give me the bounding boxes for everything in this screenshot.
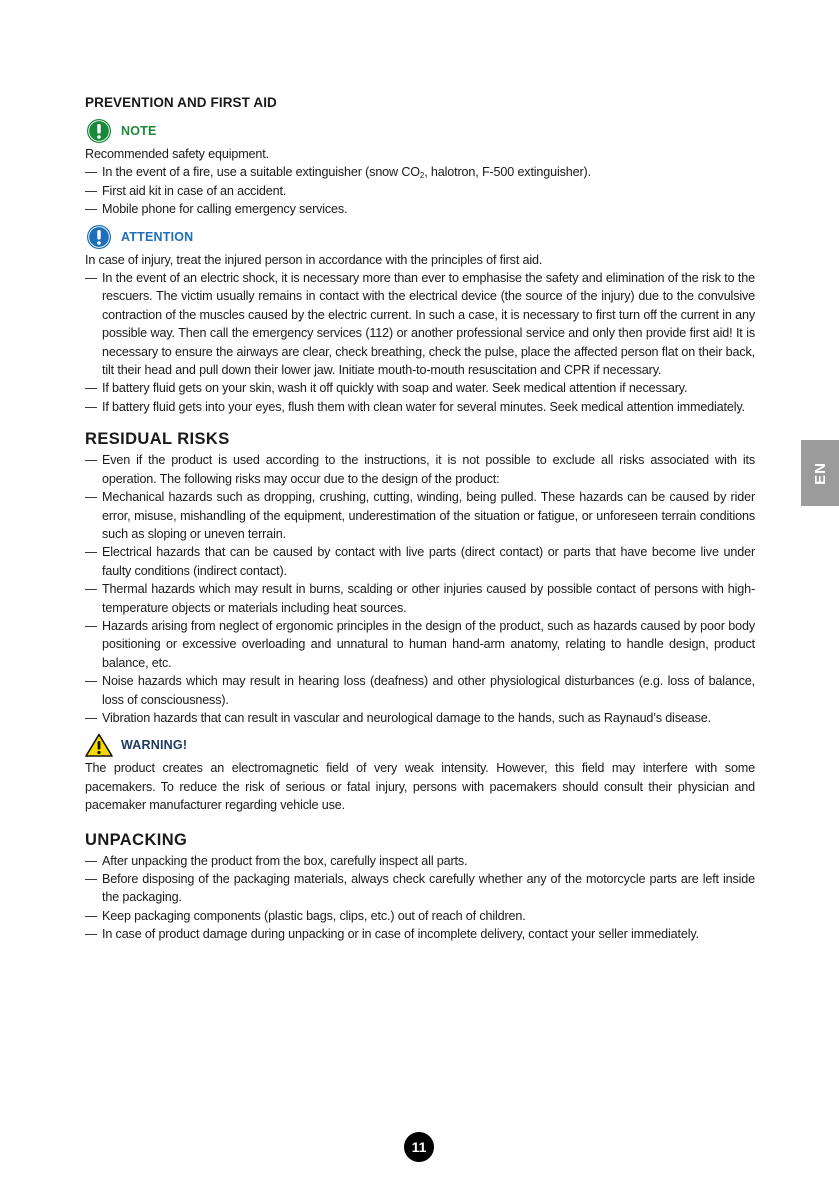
list-item: — If battery fluid gets into your eyes, flush them with clean water for several minutes. Seek medical attention immediately.: [85, 398, 755, 416]
warning-label: WARNING!: [121, 738, 188, 753]
page-number: 11: [404, 1132, 434, 1162]
list-item: — Electrical hazards that can be caused by contact with live parts (direct contact) or parts that have become live under faulty conditions (indirect contact).: [85, 543, 755, 580]
list-item: — If battery fluid gets on your skin, wash it off quickly with soap and water. Seek medical attention if necessary.: [85, 379, 755, 397]
list-item: — In case of product damage during unpacking or in case of incomplete delivery, contact your seller immediately.: [85, 925, 755, 943]
attention-list: [85, 269, 755, 416]
list-item: — Noise hazards which may result in hearing loss (deafness) and other physiological disturbances (e.g. loss of balance, loss of consciousness).: [85, 672, 755, 709]
section-heading-residual-risks: RESIDUAL RISKS: [85, 430, 230, 449]
warning-triangle-icon: [85, 733, 113, 757]
list-item: — Vibration hazards that can result in vascular and neurological damage to the hands, such as Raynaud’s disease.: [85, 709, 755, 727]
list-item: — After unpacking the product from the box, carefully inspect all parts.: [85, 852, 755, 870]
attention-label: ATTENTION: [121, 229, 194, 244]
list-item: — In the event of an electric shock, it is necessary more than ever to emphasise the safety and elimination of the risk to the rescuers. The victim usually remains in contact with the electrical device (the source of the injury) due to the convulsive contraction of the muscles caused by the electric current. In such a case, it is necessary to first turn off the current in any possible way. Then call the emergency services (112) or another professional service and only then provide first aid! It is necessary to ensure the airways are clear, check breathing, check the pulse, place the affected person flat on their back, tilt their head and pull down their lower jaw. Initiate mouth-to-mouth resuscitation and CPR if necessary.: [85, 269, 755, 379]
list-item: — Keep packaging components (plastic bags, clips, etc.) out of reach of children.: [85, 907, 755, 925]
note-body: [85, 145, 755, 219]
attention-body: [85, 251, 755, 417]
note-list: [85, 163, 755, 218]
page-content: [85, 94, 755, 944]
note-intro: Recommended safety equipment.: [85, 147, 269, 161]
section-heading-prevention: PREVENTION AND FIRST AID: [85, 95, 277, 110]
note-callout: [85, 118, 755, 144]
warning-text: The product creates an electromagnetic field of very weak intensity. However, this field may interfere with some pacemakers. To reduce the risk of serious or fatal injury, persons with pacemakers should consult their physician and pacemaker manufacturer regarding vehicle use.: [85, 761, 755, 813]
residual-risks-list: [85, 451, 755, 727]
list-item: — Even if the product is used according to the instructions, it is not possible to exclude all risks associated with its operation. The following risks may occur due to the design of the product:: [85, 451, 755, 488]
list-item: — Hazards arising from neglect of ergonomic principles in the design of the product, such as hazards caused by poor body positioning or excessive overloading and unnatural to human hand-arm anatomy, relating to handle design, product balance, etc.: [85, 617, 755, 672]
list-item: — Mobile phone for calling emergency services.: [85, 200, 755, 218]
list-item: — Mechanical hazards such as dropping, crushing, cutting, winding, being pulled. These hazards can be caused by rider error, misuse, mishandling of the equipment, underestimation of the situation or fatigue, or unforeseen terrain conditions such as sloping or uneven terrain.: [85, 488, 755, 543]
list-item: — Before disposing of the packaging materials, always check carefully whether any of the motorcycle parts are left inside the packaging.: [85, 870, 755, 907]
list-item: — First aid kit in case of an accident.: [85, 182, 755, 200]
exclamation-circle-icon: [85, 225, 113, 249]
language-tab: [801, 440, 839, 506]
language-label: EN: [811, 461, 829, 485]
unpacking-list: [85, 852, 755, 944]
attention-intro: In case of injury, treat the injured person in accordance with the principles of first aid.: [85, 252, 543, 267]
note-label: NOTE: [121, 124, 157, 138]
section-heading-unpacking: UNPACKING: [85, 830, 188, 849]
warning-callout: [85, 732, 755, 758]
list-item: — Thermal hazards which may result in burns, scalding or other injuries caused by possible contact of persons with high-temperature objects or materials including heat sources.: [85, 580, 755, 617]
exclamation-circle-icon: [85, 119, 113, 143]
attention-callout: [85, 224, 755, 250]
list-item: — In the event of a fire, use a suitable extinguisher (snow $CO_2$, halotron, F-500 extinguisher).: [85, 163, 755, 181]
